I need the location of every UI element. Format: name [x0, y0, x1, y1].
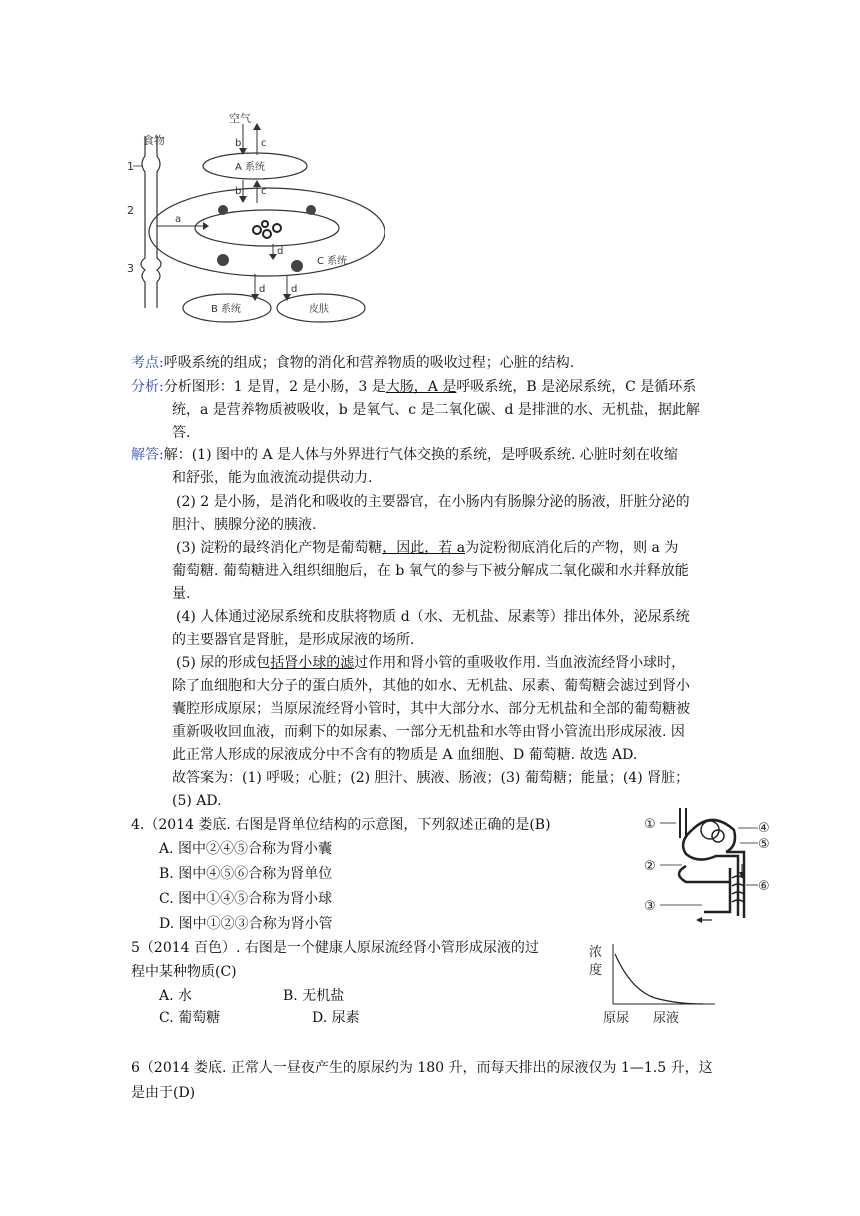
q6-stem-line-2: 是由于(D) — [131, 1085, 196, 1101]
svg-text:d: d — [259, 284, 266, 295]
fenxi-label: 分析: — [131, 379, 164, 395]
q5-option-d: D. 尿素 — [312, 1010, 360, 1026]
answer-3-line-2: 葡萄糖. 葡萄糖进入组织细胞后，在 b 氧气的参与下被分解成二氧化碳和水并释放能 — [172, 563, 689, 579]
food-label: 食物 — [143, 134, 165, 147]
svg-text:②: ② — [644, 859, 656, 874]
air-label: 空气 — [229, 112, 251, 125]
q5-option-b: B. 无机盐 — [283, 988, 345, 1004]
kaodian-line — [131, 353, 574, 373]
answer-4-line-1: (4) 人体通过泌尿系统和皮肤将物质 d（水、无机盐、尿素等）排出体外，泌尿系统 — [176, 609, 690, 625]
final-answer-line-1: 故答案为：(1) 呼吸；心脏；(2) 胆汁、胰液、肠液；(3) 葡萄糖；能量；(4) 肾脏； — [172, 770, 690, 786]
chart-ylabel-1: 浓 — [589, 945, 603, 960]
q4-option-a: A. 图中②④⑤合称为肾小囊 — [159, 841, 333, 857]
kaodian-text: 呼吸系统的组成；食物的消化和营养物质的吸收过程；心脏的结构. — [163, 355, 575, 371]
svg-text:c: c — [261, 138, 267, 149]
answer-2-line-2: 胆汁、胰腺分泌的胰液. — [172, 517, 317, 533]
chart-x-label-2: 尿液 — [653, 1011, 680, 1026]
svg-text:d: d — [277, 246, 284, 257]
label-3: 3 — [127, 262, 134, 275]
system-c-label: C 系统 — [317, 256, 348, 267]
q4-option-d: D. 图中①②③合称为肾小管 — [159, 916, 333, 932]
kaodian-label: 考点: — [131, 355, 164, 371]
svg-text:d: d — [291, 284, 298, 295]
svg-text:b: b — [235, 186, 242, 197]
answer-3-line-1: (3) 淀粉的最终消化产物是葡萄糖，因此，若 a为淀粉彻底消化后的产物，则 a 为 — [176, 540, 679, 556]
q4-option-b: B. 图中④⑤⑥合称为肾单位 — [159, 866, 333, 882]
concentration-chart — [585, 940, 735, 1026]
chart-ylabel-2: 度 — [589, 963, 603, 978]
q4-option-c: C. 图中①④⑤合称为肾小球 — [159, 891, 333, 907]
q5-option-a: A. 水 — [159, 988, 193, 1004]
q5-option-c: C. 葡萄糖 — [159, 1010, 221, 1026]
label-2: 2 — [127, 204, 134, 217]
svg-text:b: b — [235, 138, 242, 149]
svg-text:③: ③ — [644, 899, 656, 914]
q4-stem: 4.（2014 娄底. 右图是肾单位结构的示意图，下列叙述正确的是(B) — [131, 817, 551, 833]
chart-x-label-1: 原尿 — [603, 1011, 630, 1026]
label-1: 1 — [127, 160, 134, 173]
answer-5-line-2: 除了血细胞和大分子的蛋白质外，其他的如水、无机盐、尿素、葡萄糖会滤过到肾小 — [172, 678, 690, 694]
svg-text:④: ④ — [758, 821, 770, 836]
svg-text:⑤: ⑤ — [758, 837, 770, 852]
q6-stem-line-1: 6（2014 娄底. 正常人一昼夜产生的原尿约为 180 升，而每天排出的尿液仅为 1—1.5 升，这 — [131, 1060, 713, 1076]
jieda-label: 解答: — [131, 447, 164, 463]
nephron-diagram — [642, 808, 782, 932]
answer-5-line-1: (5) 尿的形成包括肾小球的滤过作用和肾小管的重吸收作用. 当血液流经肾小球时， — [176, 655, 686, 671]
system-a-label: A 系统 — [235, 162, 266, 173]
answer-5-line-3: 囊腔形成原尿；当原尿流经肾小管时，其中大部分水、部分无机盐和全部的葡萄糖被 — [172, 701, 690, 717]
answer-5-line-5: 此正常人形成的尿液成分中不含有的物质是 A 血细胞、D 葡萄糖. 故选 AD. — [172, 747, 638, 763]
answer-3-line-3: 量. — [172, 586, 191, 602]
svg-text:①: ① — [644, 817, 656, 832]
answer-2-line-1: (2) 2 是小肠，是消化和吸收的主要器官，在小肠内有肠腺分泌的肠液，肝脏分泌的 — [176, 494, 690, 510]
fenxi-line-3: 答. — [172, 425, 191, 441]
q5-stem-line-2: 程中某种物质(C) — [131, 964, 237, 980]
body-systems-diagram — [125, 108, 385, 330]
svg-text:⑥: ⑥ — [758, 879, 770, 894]
fenxi-line-1: 分析:分析图形：1 是胃，2 是小肠，3 是大肠，A 是呼吸系统，B 是泌尿系统，C 是循环系 — [131, 379, 697, 395]
svg-text:c: c — [261, 186, 267, 197]
answer-1-line-2: 和舒张，能为血液流动提供动力. — [172, 470, 373, 486]
system-b-label: B 系统 — [211, 304, 242, 315]
skin-label: 皮肤 — [309, 304, 329, 315]
fenxi-line-2: 统，a 是营养物质被吸收，b 是氧气、c 是二氧化碳、d 是排泄的水、无机盐，据此解 — [172, 402, 700, 418]
answer-5-line-4: 重新吸收回血液，而剩下的如尿素、一部分无机盐和水等由肾小管流出形成尿液. 因 — [172, 724, 685, 740]
q5-stem-line-1: 5（2014 百色）. 右图是一个健康人原尿流经肾小管形成尿液的过 — [131, 940, 539, 956]
final-answer-line-2: (5) AD. — [172, 793, 222, 809]
label-a: a — [175, 214, 182, 225]
jieda-line-1: 解答:解：(1) 图中的 A 是人体与外界进行气体交换的系统，是呼吸系统. 心脏时刻在收缩 — [131, 447, 678, 463]
answer-4-line-2: 的主要器官是肾脏，是形成尿液的场所. — [172, 632, 415, 648]
